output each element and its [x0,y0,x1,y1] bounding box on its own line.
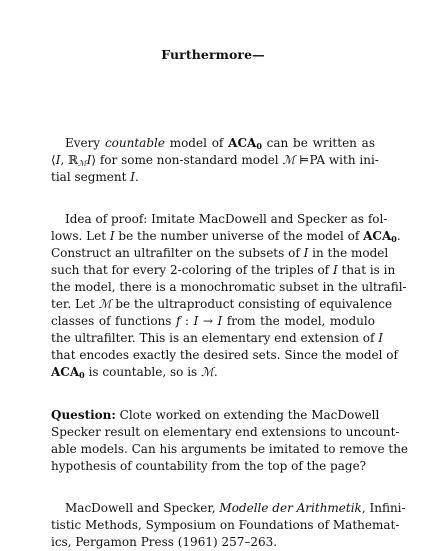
proof-line-2: lows. Let I be the number universe of the model of $ACA_0$. [51,229,401,244]
proof-line-10: $ACA_0$ is countable, so is ℳ. [51,365,218,380]
ref-line-3: ics, Pergamon Press (1961) 257–263. [51,535,278,549]
question-line-2: Specker result on elementary end extensions to uncount- [51,425,400,439]
ref-line-2: tistic Methods, Symposium on Foundations of Mathemat- [51,518,400,532]
page-title: Furthermore— [161,47,265,62]
question-line-3: able models. Can his arguments be imitated to remove the [51,442,409,456]
question-line-1: Question: Clote worked on extending the MacDowell [51,408,380,422]
proof-line-9: that encodes exactly the desired sets. Since the model of [51,348,398,362]
proof-line-5: the model, there is a monochromatic subset in the ultrafil- [51,280,407,294]
proof-line-7: classes of functions f : I → I from the model, modulo [51,314,375,328]
theorem-line-2: ⟨I, ℝ$_ℳ$I⟩ for some non-standard model ℳ ⊨PA with ini- [51,153,379,168]
proof-line-8: the ultrafilter. This is an elementary end extension of I [51,331,384,345]
proof-line-6: ter. Let ℳ be the ultraproduct consisting of equivalence [51,297,393,311]
ref-line-1: MacDowell and Specker, Modelle der Arithmetik, Infini- [65,501,406,515]
theorem-line-3: tial segment I. [51,170,139,184]
theorem-line-1: Every countable model of $ACA_0$ can be written as [65,136,375,151]
proof-line-1: Idea of proof: Imitate MacDowell and Specker as fol- [65,212,388,226]
proof-line-3: Construct an ultrafilter on the subsets of I in the model [51,246,389,260]
proof-line-4: such that for every 2-coloring of the triples of I that is in [51,263,396,277]
question-line-4: hypothesis of countability from the top of the page? [51,459,367,473]
